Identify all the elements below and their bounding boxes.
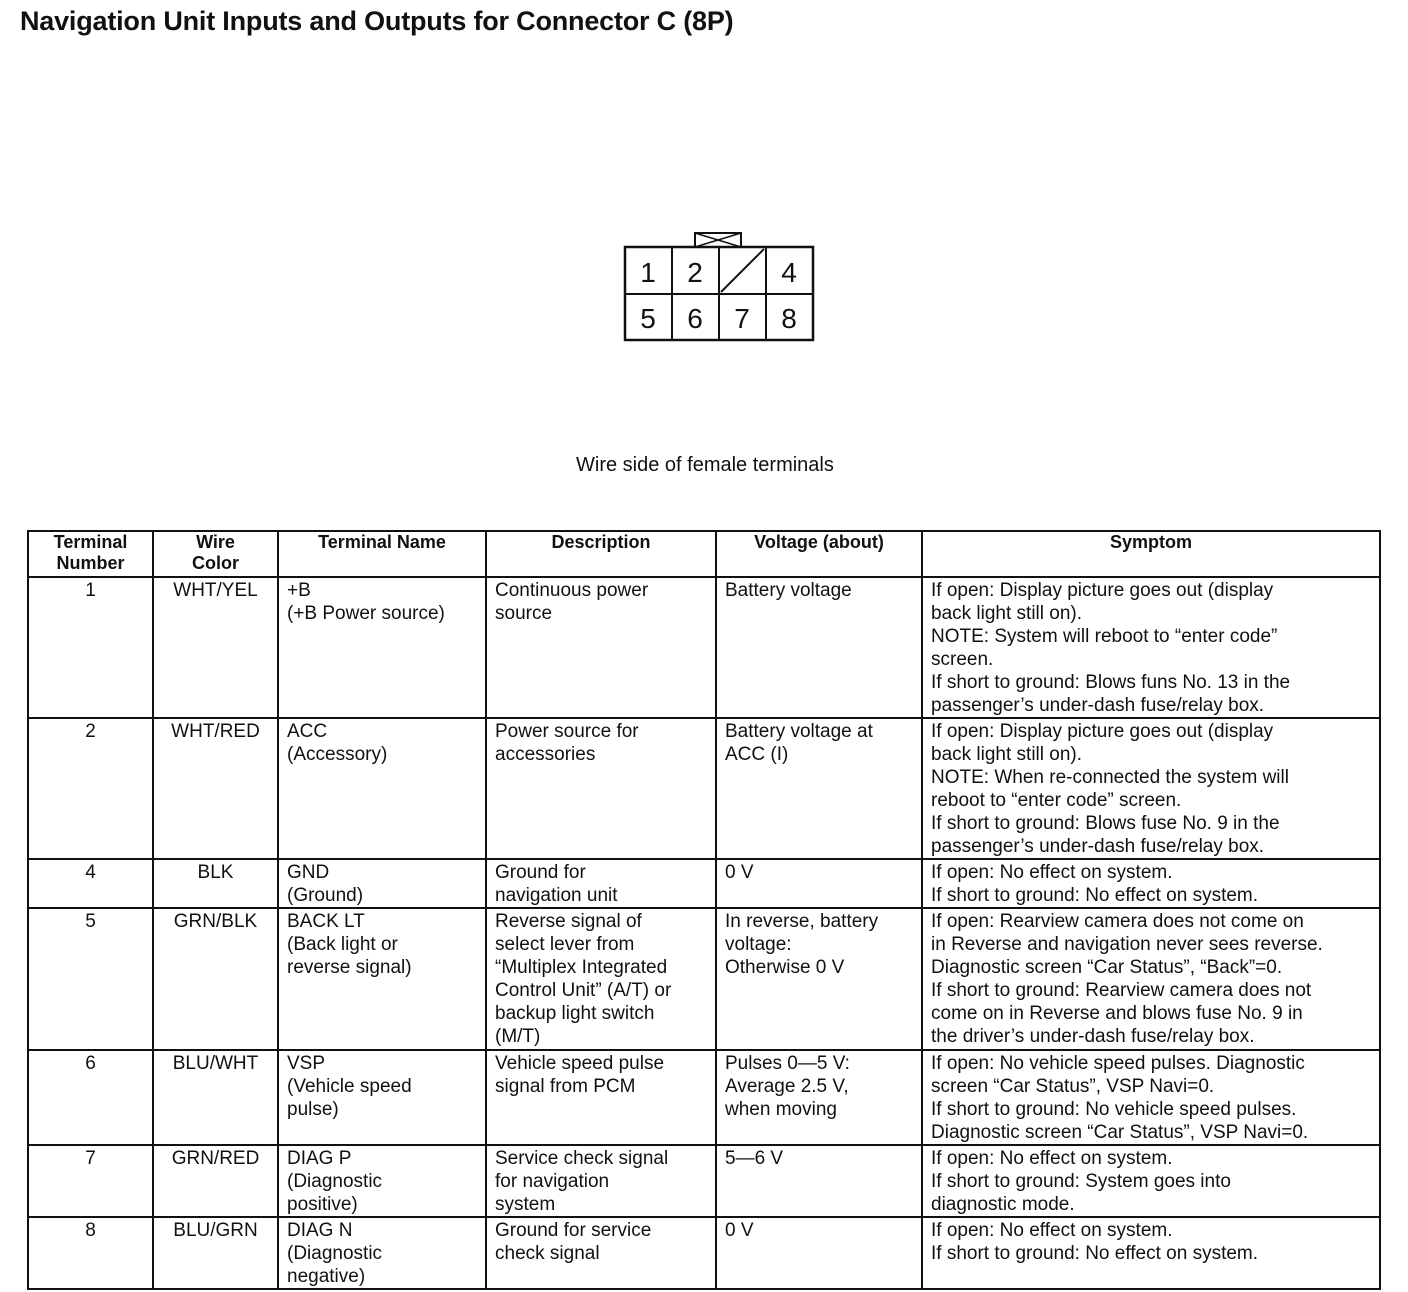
wire-color-cell: BLU/WHT [153, 1050, 278, 1145]
symptom-line: NOTE: When re-connected the system will [931, 767, 1289, 788]
header-terminal-name: Terminal Name [278, 531, 486, 577]
header-wire-color: Wire Color [153, 531, 278, 577]
terminal-name-cell [278, 1050, 486, 1145]
voltage-line: Pulses 0—5 V: [725, 1053, 850, 1074]
terminal-number-cell: 8 [28, 1217, 153, 1289]
description-cell [486, 908, 716, 1050]
header-voltage: Voltage (about) [716, 531, 922, 577]
symptom-line: reboot to “enter code” screen. [931, 790, 1182, 811]
pin-label: 1 [640, 257, 656, 288]
description-cell [486, 577, 716, 718]
pin-label: 7 [734, 303, 750, 334]
symptom-line: Diagnostic screen “Car Status”, VSP Navi=0. [931, 1122, 1309, 1143]
terminal-name-line: (Accessory) [287, 744, 388, 765]
voltage-line: 5—6 V [725, 1148, 784, 1169]
wire-color-cell: GRN/RED [153, 1145, 278, 1217]
symptom-line: If open: No effect on system. [931, 1220, 1173, 1241]
terminal-number-cell: 2 [28, 718, 153, 859]
terminal-name-cell [278, 718, 486, 859]
pin-label: 8 [781, 303, 797, 334]
description-line: Ground for service [495, 1220, 652, 1241]
symptom-cell [922, 859, 1380, 908]
voltage-line: voltage: [725, 934, 792, 955]
voltage-cell [716, 1217, 922, 1289]
description-cell [486, 859, 716, 908]
description-line: (M/T) [495, 1026, 541, 1047]
terminal-name-line: BACK LT [287, 911, 365, 932]
voltage-line: 0 V [725, 1220, 754, 1241]
wire-color-cell: BLK [153, 859, 278, 908]
symptom-cell [922, 908, 1380, 1050]
voltage-line: ACC (I) [725, 744, 789, 765]
symptom-line: NOTE: System will reboot to “enter code” [931, 626, 1278, 647]
voltage-cell [716, 1145, 922, 1217]
voltage-cell [716, 718, 922, 859]
voltage-cell [716, 1050, 922, 1145]
description-cell [486, 1145, 716, 1217]
wire-color-cell: GRN/BLK [153, 908, 278, 1050]
terminal-name-line: positive) [287, 1194, 358, 1215]
terminal-name-line: pulse) [287, 1099, 339, 1120]
description-line: navigation unit [495, 885, 618, 906]
description-line: Reverse signal of [495, 911, 642, 932]
voltage-line: Battery voltage at [725, 721, 873, 742]
symptom-line: diagnostic mode. [931, 1194, 1075, 1215]
terminal-name-line: negative) [287, 1266, 366, 1287]
terminal-name-line: +B [287, 580, 311, 601]
description-line: source [495, 603, 553, 624]
terminal-number-cell: 1 [28, 577, 153, 718]
symptom-line: the driver’s under-dash fuse/relay box. [931, 1026, 1255, 1047]
pin-label: 5 [640, 303, 656, 334]
terminal-name-cell [278, 577, 486, 718]
terminal-number-cell: 4 [28, 859, 153, 908]
symptom-line: If open: No effect on system. [931, 1148, 1173, 1169]
description-line: Service check signal [495, 1148, 669, 1169]
header-description: Description [486, 531, 716, 577]
description-line: Power source for [495, 721, 639, 742]
description-line: “Multiplex Integrated [495, 957, 668, 978]
terminal-name-line: (Back light or [287, 934, 398, 955]
symptom-line: back light still on). [931, 744, 1083, 765]
table-row [28, 718, 1380, 859]
symptom-line: If short to ground: Blows fuse No. 9 in the [931, 813, 1280, 834]
terminal-name-cell [278, 1217, 486, 1289]
symptom-line: passenger’s under-dash fuse/relay box. [931, 836, 1265, 857]
description-cell [486, 1217, 716, 1289]
terminal-name-line: ACC [287, 721, 328, 742]
description-line: Continuous power [495, 580, 649, 601]
terminal-name-line: (+B Power source) [287, 603, 445, 624]
empty-cavity-slash [721, 249, 764, 292]
table-row [28, 859, 1380, 908]
symptom-line: in Reverse and navigation never sees reverse. [931, 934, 1323, 955]
table-body [28, 577, 1380, 1289]
symptom-line: If open: Display picture goes out (display [931, 721, 1274, 742]
header-symptom: Symptom [922, 531, 1380, 577]
symptom-line: passenger’s under-dash fuse/relay box. [931, 695, 1265, 716]
terminal-name-cell [278, 1145, 486, 1217]
terminal-number-cell: 5 [28, 908, 153, 1050]
table-header-row [28, 531, 1380, 577]
symptom-line: If short to ground: No effect on system. [931, 885, 1259, 906]
voltage-line: when moving [725, 1099, 837, 1120]
terminal-name-line: DIAG P [287, 1148, 352, 1169]
voltage-line: 0 V [725, 862, 754, 883]
terminal-name-line: (Vehicle speed [287, 1076, 412, 1097]
voltage-cell [716, 908, 922, 1050]
voltage-line: Battery voltage [725, 580, 852, 601]
symptom-cell [922, 1217, 1380, 1289]
wire-color-cell: BLU/GRN [153, 1217, 278, 1289]
connector-caption: Wire side of female terminals [576, 454, 834, 476]
pin-table [27, 530, 1381, 1290]
terminal-name-line: VSP [287, 1053, 326, 1074]
symptom-line: If open: Display picture goes out (display [931, 580, 1274, 601]
voltage-cell [716, 859, 922, 908]
voltage-cell [716, 577, 922, 718]
description-line: Vehicle speed pulse [495, 1053, 665, 1074]
table-row [28, 908, 1380, 1050]
symptom-line: screen “Car Status”, VSP Navi=0. [931, 1076, 1215, 1097]
voltage-line: In reverse, battery [725, 911, 879, 932]
symptom-line: come on in Reverse and blows fuse No. 9 in [931, 1003, 1303, 1024]
description-cell [486, 718, 716, 859]
terminal-name-line: GND [287, 862, 330, 883]
header-terminal-number: Terminal Number [28, 531, 153, 577]
symptom-line: If short to ground: No effect on system. [931, 1243, 1259, 1264]
table-row [28, 577, 1380, 718]
description-line: accessories [495, 744, 596, 765]
description-line: Ground for [495, 862, 586, 883]
terminal-name-line: reverse signal) [287, 957, 412, 978]
terminal-number-cell: 7 [28, 1145, 153, 1217]
symptom-line: If short to ground: No vehicle speed pulses. [931, 1099, 1297, 1120]
pin-label: 2 [687, 257, 703, 288]
voltage-line: Average 2.5 V, [725, 1076, 849, 1097]
terminal-number-cell: 6 [28, 1050, 153, 1145]
symptom-cell [922, 718, 1380, 859]
table-row [28, 1050, 1380, 1145]
description-line: check signal [495, 1243, 600, 1264]
description-line: system [495, 1194, 556, 1215]
table-row [28, 1217, 1380, 1289]
symptom-cell [922, 1145, 1380, 1217]
description-line: Control Unit” (A/T) or [495, 980, 672, 1001]
symptom-line: If short to ground: System goes into [931, 1171, 1231, 1192]
symptom-cell [922, 1050, 1380, 1145]
description-line: backup light switch [495, 1003, 655, 1024]
terminal-name-line: (Diagnostic [287, 1243, 383, 1264]
terminal-name-line: (Ground) [287, 885, 364, 906]
pin-label: 4 [781, 257, 797, 288]
description-cell [486, 1050, 716, 1145]
symptom-line: screen. [931, 649, 994, 670]
voltage-line: Otherwise 0 V [725, 957, 845, 978]
symptom-cell [922, 577, 1380, 718]
description-line: for navigation [495, 1171, 610, 1192]
description-line: signal from PCM [495, 1076, 636, 1097]
terminal-name-line: (Diagnostic [287, 1171, 383, 1192]
connector-diagram [0, 0, 1408, 460]
symptom-line: If short to ground: Rearview camera does not [931, 980, 1312, 1001]
wire-color-cell: WHT/YEL [153, 577, 278, 718]
symptom-line: If open: Rearview camera does not come on [931, 911, 1304, 932]
description-line: select lever from [495, 934, 635, 955]
terminal-name-line: DIAG N [287, 1220, 353, 1241]
symptom-line: If short to ground: Blows funs No. 13 in the [931, 672, 1291, 693]
page-title: Navigation Unit Inputs and Outputs for Connector C (8P) [20, 6, 734, 36]
terminal-name-cell [278, 859, 486, 908]
wire-color-cell: WHT/RED [153, 718, 278, 859]
terminal-name-cell [278, 908, 486, 1050]
table-row [28, 1145, 1380, 1217]
symptom-line: If open: No vehicle speed pulses. Diagnostic [931, 1053, 1305, 1074]
symptom-line: back light still on). [931, 603, 1083, 624]
pin-label: 6 [687, 303, 703, 334]
symptom-line: If open: No effect on system. [931, 862, 1173, 883]
symptom-line: Diagnostic screen “Car Status”, “Back”=0. [931, 957, 1283, 978]
